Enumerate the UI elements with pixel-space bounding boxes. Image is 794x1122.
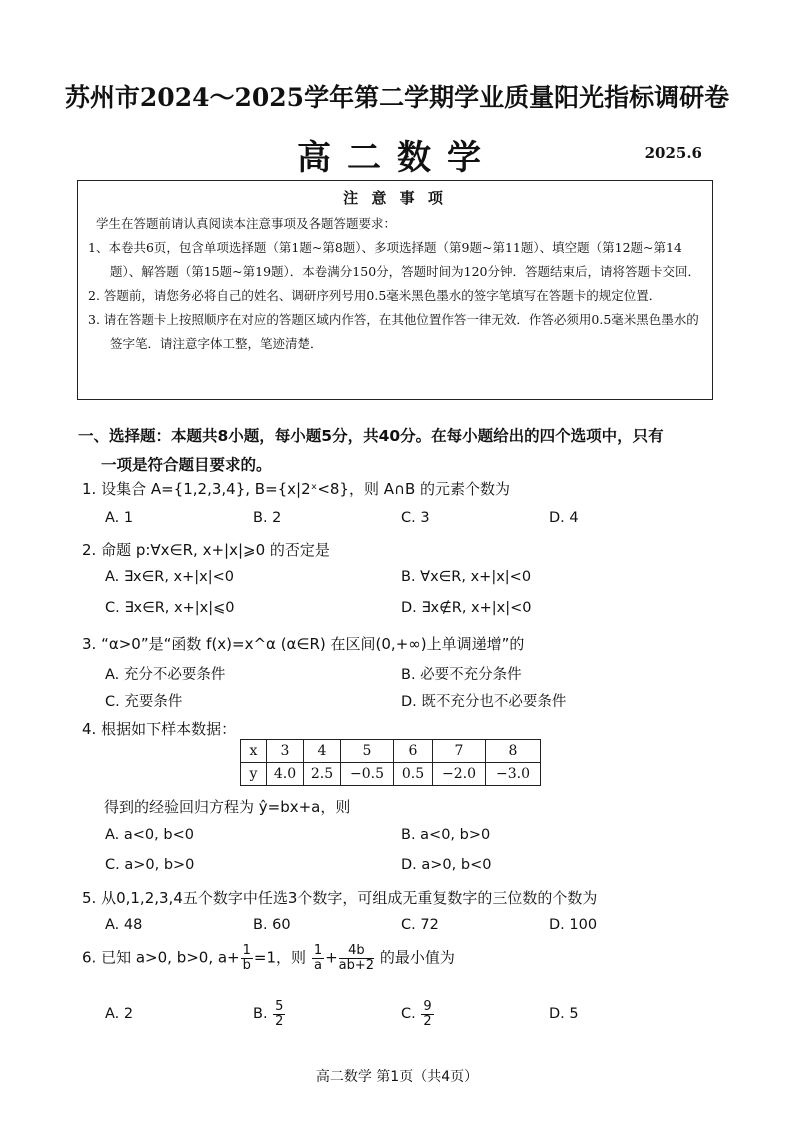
notice-box bbox=[77, 180, 713, 400]
table-cell: 2.5 bbox=[304, 763, 341, 786]
table-cell: 8 bbox=[486, 740, 541, 763]
sample-data-table bbox=[240, 739, 541, 786]
option-value: 5 bbox=[569, 1006, 579, 1022]
q2-option-c: C. ∃x∈R, x+|x|⩽0 bbox=[105, 600, 235, 616]
fraction-denominator: b bbox=[242, 957, 251, 973]
notice-item-3: 3. 请在答题卡上按照顺序在对应的答题区域内作答，在其他位置作答一律无效．作答必须用0.5毫米黑色墨水的签字笔．请注意字体工整，笔迹清楚． bbox=[88, 312, 699, 351]
q2-option-b: B. ∀x∈R, x+|x|<0 bbox=[401, 569, 532, 585]
notice-title: 注 意 事 项 bbox=[343, 189, 447, 207]
q4-option-b: B. a<0, b>0 bbox=[401, 827, 491, 843]
q1-option-b: B. 2 bbox=[253, 510, 282, 526]
q6-option-c bbox=[401, 1000, 435, 1028]
fraction-numerator: 9 bbox=[423, 999, 432, 1014]
option-fraction bbox=[273, 1000, 285, 1028]
q2-option-d: D. ∃x∉R, x+|x|<0 bbox=[401, 600, 532, 616]
q5-option-c: C. 72 bbox=[401, 917, 439, 933]
table-row-y bbox=[241, 763, 541, 786]
q3-option-c: C. 充要条件 bbox=[105, 694, 183, 710]
q3-option-d: D. 既不充分也不必要条件 bbox=[401, 694, 567, 710]
option-value: 2 bbox=[123, 1006, 134, 1022]
table-cell: 0.5 bbox=[394, 763, 433, 786]
q3-option-b: B. 必要不充分条件 bbox=[401, 667, 522, 683]
table-cell: 4 bbox=[304, 740, 341, 763]
q5-option-a: A. 48 bbox=[105, 917, 143, 933]
table-cell: x bbox=[241, 740, 267, 763]
q6-stem-part-b: =1，则 bbox=[253, 948, 307, 967]
q6-stem-part-c: 的最小值为 bbox=[379, 948, 455, 967]
q3-option-a: A. 充分不必要条件 bbox=[105, 667, 226, 683]
fraction-denominator: ab+2 bbox=[338, 957, 375, 973]
option-letter: C. bbox=[401, 1006, 421, 1023]
question-4-regression-text: 得到的经验回归方程为 ŷ=bx+a，则 bbox=[104, 798, 351, 816]
q6-stem-part-a: 6. 已知 a>0, b>0, a+ bbox=[82, 948, 240, 967]
table-cell: y bbox=[241, 763, 267, 786]
fraction-denominator: a bbox=[313, 957, 322, 973]
table-row-x bbox=[241, 740, 541, 763]
table-cell: −3.0 bbox=[486, 763, 541, 786]
exam-date: 2025.6 bbox=[644, 144, 702, 162]
q4-option-d: D. a>0, b<0 bbox=[401, 857, 492, 873]
question-6-stem bbox=[82, 944, 455, 972]
q6-fraction-1-over-a bbox=[312, 944, 324, 972]
table-cell: −2.0 bbox=[433, 763, 486, 786]
table-cell: 7 bbox=[433, 740, 486, 763]
section-heading-line1: 一、选择题：本题共8小题，每小题5分，共40分。在每小题给出的四个选项中，只有 bbox=[78, 427, 664, 445]
notice-item-1: 1、本卷共6页，包含单项选择题（第1题~第8题）、多项选择题（第9题~第11题）、填空题（第12题~第14题）、解答题（第15题~第19题）．本卷满分150分，答题时间为120分钟．答题结束后，请将答题卡交回． bbox=[88, 240, 701, 279]
q4-option-c: C. a>0, b>0 bbox=[105, 857, 195, 873]
fraction-numerator: 5 bbox=[275, 999, 284, 1014]
option-letter: A. bbox=[105, 1006, 124, 1022]
q6-option-a bbox=[105, 1006, 133, 1022]
section-heading bbox=[78, 422, 718, 480]
question-2-stem: 2. 命题 p:∀x∈R, x+|x|⩾0 的否定是 bbox=[82, 541, 330, 559]
table-cell: 6 bbox=[394, 740, 433, 763]
option-letter: B. bbox=[253, 1006, 273, 1023]
table-cell: 3 bbox=[267, 740, 304, 763]
fraction-denominator: 2 bbox=[423, 1013, 432, 1029]
q2-option-a: A. ∃x∈R, x+|x|<0 bbox=[105, 569, 235, 585]
option-fraction bbox=[421, 1000, 433, 1028]
fraction-numerator: 4b bbox=[339, 944, 374, 959]
question-4-stem: 4. 根据如下样本数据： bbox=[82, 720, 237, 738]
q1-option-d: D. 4 bbox=[549, 510, 579, 526]
notice-item-2: 2. 答题前，请您务必将自己的姓名、调研序列号用0.5毫米黑色墨水的签字笔填写在答题卡的规定位置． bbox=[88, 288, 662, 303]
exam-title: 苏州市2024～2025学年第二学期学业质量阳光指标调研卷 bbox=[64, 83, 730, 112]
table-cell: 4.0 bbox=[267, 763, 304, 786]
table-cell: −0.5 bbox=[341, 763, 394, 786]
page-footer: 高二数学 第1页（共4页） bbox=[315, 1069, 479, 1085]
q6-option-b bbox=[253, 1000, 286, 1028]
question-1-stem: 1. 设集合 A={1,2,3,4}, B={x|2ˣ<8}，则 A∩B 的元素个数为 bbox=[82, 480, 511, 498]
fraction-numerator: 1 bbox=[242, 943, 251, 958]
q1-option-c: C. 3 bbox=[401, 510, 430, 526]
q5-option-b: B. 60 bbox=[253, 917, 291, 933]
q5-option-d: D. 100 bbox=[549, 917, 598, 933]
question-5-stem: 5. 从0,1,2,3,4五个数字中任选3个数字，可组成无重复数字的三位数的个数为 bbox=[82, 889, 598, 907]
notice-intro: 学生在答题前请认真阅读本注意事项及各题答题要求： bbox=[96, 216, 397, 231]
q6-fraction-1-over-b bbox=[241, 944, 253, 972]
q6-option-d bbox=[549, 1006, 579, 1022]
table-cell: 5 bbox=[341, 740, 394, 763]
subject-title: 高二数学 bbox=[297, 138, 497, 178]
section-heading-line2: 一项是符合题目要求的。 bbox=[101, 456, 272, 474]
plus-sign: + bbox=[325, 948, 338, 967]
q1-option-a: A. 1 bbox=[105, 510, 134, 526]
option-letter: D. bbox=[549, 1006, 570, 1022]
q6-fraction-4b-over-ab-plus-2 bbox=[339, 944, 374, 972]
q4-option-a: A. a<0, b<0 bbox=[105, 827, 194, 843]
question-3-stem: 3. “α>0”是“函数 f(x)=x^α (α∈R) 在区间(0,+∞)上单调递增”的 bbox=[82, 635, 525, 653]
fraction-denominator: 2 bbox=[275, 1013, 284, 1029]
fraction-numerator: 1 bbox=[313, 943, 323, 958]
